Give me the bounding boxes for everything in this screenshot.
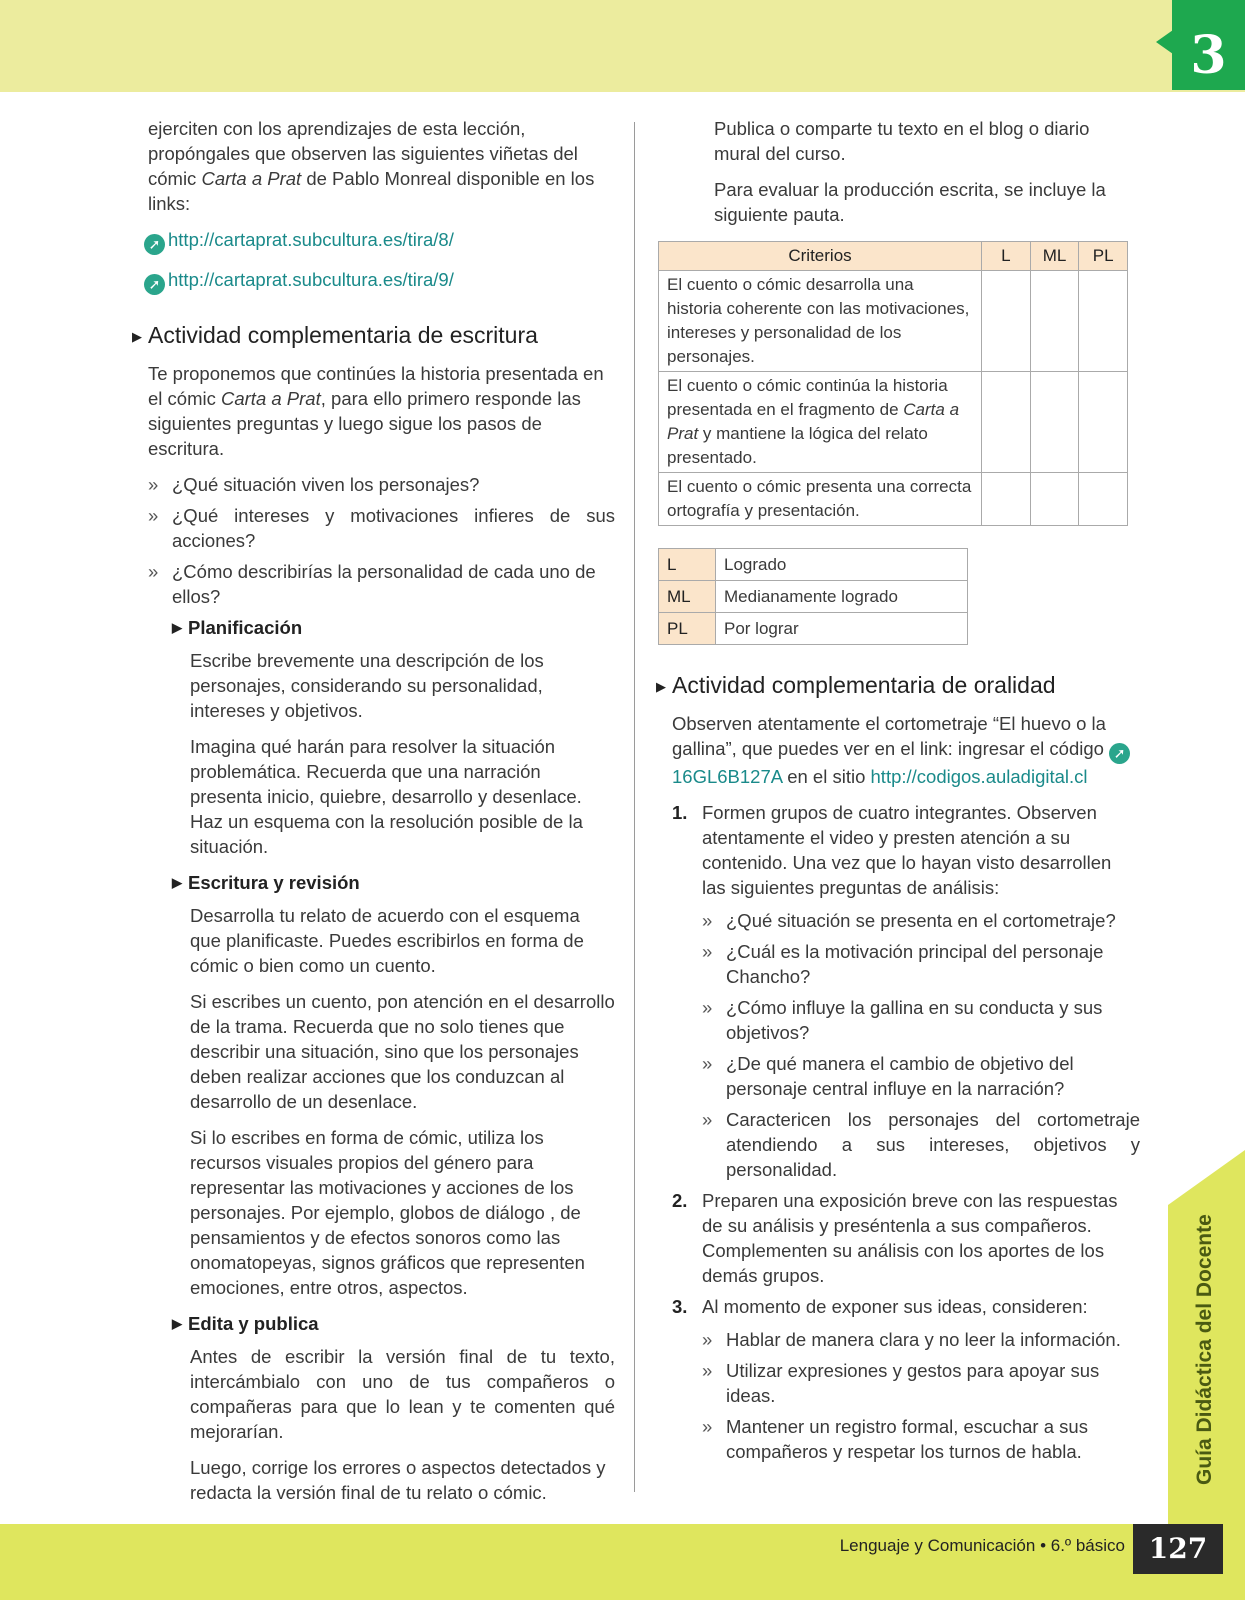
table-row: El cuento o cómic continúa la historia presentada en el fragmento de Carta a Prat y mantiene la lógica del relato presentado.	[659, 372, 1128, 473]
side-tab-label: Guía Didáctica del Docente	[1193, 1214, 1216, 1486]
list-item: » ¿Qué situación viven los personajes?	[148, 472, 615, 497]
table-row: PL Por lograr	[659, 613, 968, 645]
publish-title: ▶ Edita y publica	[172, 1313, 319, 1334]
intro-paragraph: ejerciten con los aprendizajes de esta lección, propóngales que observen las siguientes viñetas del cómic Carta a Prat de Pablo Monreal disponible en los links:	[148, 118, 595, 214]
link-tira-9[interactable]: ➚ http://cartaprat.subcultura.es/tira/9/	[144, 267, 615, 295]
rubric-table	[658, 241, 1128, 526]
list-item: » ¿Cómo describirías la personalidad de cada uno de ellos?	[148, 559, 615, 609]
triangle-icon: ▶	[656, 679, 666, 694]
list-item: » ¿Qué intereses y motivaciones infieres de sus acciones?	[148, 503, 615, 553]
list-item: » Utilizar expresiones y gestos para apoyar sus ideas.	[702, 1358, 1140, 1408]
link-tira-8[interactable]: ➚ http://cartaprat.subcultura.es/tira/8/	[144, 227, 615, 255]
triangle-icon: ▶	[172, 875, 182, 890]
list-item: » ¿Qué situación se presenta en el cortometraje?	[702, 908, 1140, 933]
page-number: 127	[1133, 1524, 1223, 1574]
review-paragraph: Si lo escribes en forma de cómic, utiliza los recursos visuales propios del género para representar las motivaciones y acciones de los personajes. Por ejemplo, globos de diálogo , de pensamientos y de efectos sonoros como las onomatopeyas, signos gráficos que representen emociones, entre otros, aspectos.	[190, 1127, 585, 1298]
writing-intro: Te proponemos que continúes la historia presentada en el cómic Carta a Prat, para ello primero responde las siguientes preguntas y luego sigue los pasos de escritura.	[148, 363, 604, 459]
legend-table	[658, 548, 968, 645]
list-item: » ¿Cómo influye la gallina en su conducta y sus objetivos?	[702, 995, 1140, 1045]
header-band	[0, 0, 1245, 92]
steps-list	[672, 800, 1140, 1464]
planning-paragraph: Imagina qué harán para resolver la situación problemática. Recuerda que una narración presenta inicio, quiebre, desarrollo y desenlace. Haz un esquema con la resolución posible de la situación.	[190, 736, 583, 857]
rubric-header-pl: PL	[1079, 242, 1128, 271]
list-item: » Caractericen los personajes del cortometraje atendiendo a sus intereses, objetivos y personalidad.	[702, 1107, 1140, 1182]
list-item: 3. Al momento de exponer sus ideas, consideren: » Hablar de manera clara y no leer la información. » Utilizar expresiones y gestos para apoyar sus ideas. » Mantener un registro formal, escuchar a sus compañeros y respetar los turnos de habla.	[672, 1294, 1140, 1464]
chapter-tab-notch	[1156, 30, 1173, 54]
list-item: » ¿Cuál es la motivación principal del personaje Chancho?	[702, 939, 1140, 989]
chapter-number: 3	[1172, 0, 1245, 90]
list-item: 1. Formen grupos de cuatro integrantes. Observen atentamente el video y presten atención a su contenido. Una vez que lo hayan visto desarrollen las siguientes preguntas de análisis: » ¿Qué situación se presenta en el cortometraje? » ¿Cuál es la motivación principal del personaje Chancho? » ¿Cómo influye la gallina en su conducta y sus objetivos? » ¿De qué manera el cambio de objetivo del personaje central influye en la narración? » Caractericen los personajes del cortometraje atendiendo a sus intereses, objetivos y personalidad.	[672, 800, 1140, 1182]
review-paragraph: Si escribes un cuento, pon atención en el desarrollo de la trama. Recuerda que no solo tienes que describir una situación, sino que los personajes deben realizar acciones que los conduzcan al desarrollo de un desenlace.	[190, 991, 615, 1112]
triangle-icon: ▶	[172, 1316, 182, 1331]
footer-subject: Lenguaje y Comunicación • 6.º básico	[839, 1536, 1125, 1555]
arrow-icon: ➚	[144, 274, 165, 295]
publish-paragraph: Luego, corrige los errores o aspectos detectados y redacta la versión final de tu relato o cómic.	[190, 1457, 606, 1503]
site-link[interactable]: http://codigos.auladigital.cl	[870, 766, 1088, 787]
video-code[interactable]: 16GL6B127A	[672, 766, 783, 787]
table-row: El cuento o cómic desarrolla una historia coherente con las motivaciones, intereses y personalidad de los personajes.	[659, 271, 1128, 372]
writing-activity-title: ▶ Actividad complementaria de escritura	[132, 322, 538, 348]
rubric-intro: Para evaluar la producción escrita, se incluye la siguiente pauta.	[714, 179, 1106, 225]
planning-paragraph: Escribe brevemente una descripción de los personajes, considerando su personalidad, intereses y objetivos.	[190, 650, 544, 721]
list-item: » Hablar de manera clara y no leer la información.	[702, 1327, 1140, 1352]
orality-activity-title: ▶ Actividad complementaria de oralidad	[656, 672, 1056, 698]
list-item: 2. Preparen una exposición breve con las respuestas de su análisis y preséntenla a sus compañeros. Complementen su análisis con los aportes de los demás grupos.	[672, 1190, 1118, 1286]
publish-note: Publica o comparte tu texto en el blog o diario mural del curso.	[714, 118, 1090, 164]
left-column	[132, 116, 615, 1516]
arrow-icon: ➚	[1109, 743, 1130, 764]
arrow-icon: ➚	[144, 234, 165, 255]
question-list	[148, 472, 615, 609]
triangle-icon: ▶	[172, 620, 182, 635]
table-row: El cuento o cómic presenta una correcta ortografía y presentación.	[659, 473, 1128, 526]
planning-title: ▶ Planificación	[172, 617, 303, 638]
table-row: ML Medianamente logrado	[659, 581, 968, 613]
review-title: ▶ Escritura y revisión	[172, 872, 360, 893]
list-item: » ¿De qué manera el cambio de objetivo del personaje central influye en la narración?	[702, 1051, 1140, 1101]
rubric-header-l: L	[982, 242, 1031, 271]
table-row: L Logrado	[659, 549, 968, 581]
list-item: » Mantener un registro formal, escuchar a sus compañeros y respetar los turnos de habla.	[702, 1414, 1140, 1464]
rubric-header-criteria: Criterios	[659, 242, 982, 271]
publish-paragraph: Antes de escribir la versión final de tu texto, intercámbialo con uno de tus compañeros o compañeras para que lo lean y te comenten qué mejorarían.	[190, 1346, 615, 1442]
rubric-header-ml: ML	[1030, 242, 1079, 271]
right-column	[656, 116, 1140, 1470]
column-divider	[634, 122, 635, 1492]
orality-intro: Observen atentamente el cortometraje “El huevo o la gallina”, que puedes ver en el link: ingresar el código ➚16GL6B127A en el sitio http://codigos.auladigital.cl	[672, 711, 1140, 789]
review-paragraph: Desarrolla tu relato de acuerdo con el esquema que planificaste. Puedes escribirlos en forma de cómic o bien como un cuento.	[190, 905, 584, 976]
triangle-icon: ▶	[132, 329, 142, 344]
